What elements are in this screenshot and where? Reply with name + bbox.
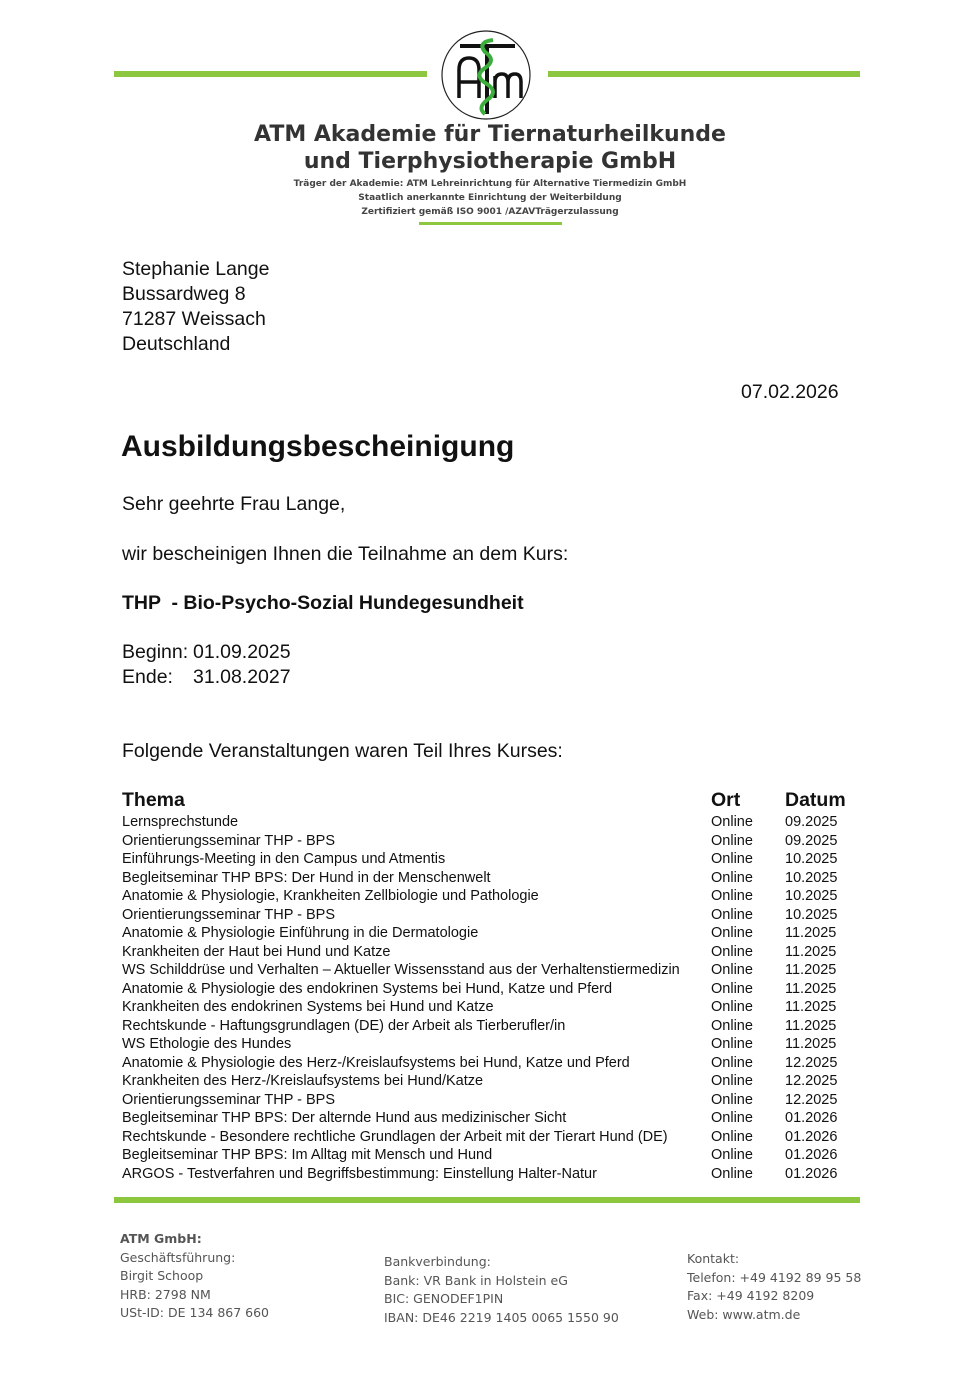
event-date: 12.2025 <box>785 1091 838 1108</box>
event-date: 10.2025 <box>785 851 838 867</box>
footer-bank-name: Bank: VR Bank in Holstein eG <box>384 1272 568 1288</box>
event-location: Online <box>711 906 753 923</box>
header-underline <box>419 222 562 225</box>
event-location: Online <box>711 1147 753 1163</box>
event-date: 11.2025 <box>785 999 837 1015</box>
event-date: 12.2025 <box>785 1073 838 1089</box>
event-topic: Anatomie & Physiologie Einführung in die Dermatologie <box>122 925 479 941</box>
event-topic: ARGOS - Testverfahren und Begriffsbestimmung: Einstellung Halter-Natur <box>122 1165 597 1182</box>
event-topic: Begleitseminar THP BPS: Der alternde Hund aus medizinischer Sicht <box>122 1110 567 1126</box>
event-location: Online <box>711 1091 753 1108</box>
recipient-country: Deutschland <box>122 333 231 355</box>
event-topic: Krankheiten des endokrinen Systems bei Hund und Katze <box>122 999 494 1015</box>
event-topic: Krankheiten des Herz-/Kreislaufsystems bei Hund/Katze <box>122 1073 484 1089</box>
event-location: Online <box>711 1165 753 1182</box>
events-intro: Folgende Veranstaltungen waren Teil Ihres Kurses: <box>122 740 563 762</box>
recipient-address <box>122 257 269 357</box>
academy-recognition: Staatlich anerkannte Einrichtung der Weiterbildung <box>358 193 622 203</box>
event-location: Online <box>711 869 753 886</box>
event-location: Online <box>711 962 753 978</box>
event-location: Online <box>711 888 753 904</box>
event-topic: Krankheiten der Haut bei Hund und Katze <box>122 943 391 960</box>
academy-name-line1: ATM Akademie für Tiernaturheilkunde <box>254 122 726 147</box>
footer-vat-id: USt-ID: DE 134 867 660 <box>120 1305 270 1320</box>
intro-text: wir bescheinigen Ihnen die Teilnahme an dem Kurs: <box>122 543 569 565</box>
academy-name-line2: und Tierphysiotherapie GmbH <box>303 149 677 174</box>
academy-certification: Zertifiziert gemäß ISO 9001 /AZAVTrägerzulassung <box>361 207 619 217</box>
event-location: Online <box>711 999 753 1015</box>
footer-phone: Telefon: +49 4192 89 95 58 <box>687 1269 862 1285</box>
footer-management-label: Geschäftsführung: <box>120 1249 236 1265</box>
event-location: Online <box>711 1128 753 1145</box>
event-date: 10.2025 <box>785 906 838 923</box>
footer-web: Web: www.atm.de <box>687 1306 801 1322</box>
event-date: 12.2025 <box>785 1054 838 1071</box>
event-location: Online <box>711 925 753 941</box>
event-topic: Lernsprechstunde <box>122 814 239 830</box>
footer-manager: Birgit Schoop <box>120 1268 204 1283</box>
end-label: Ende: <box>122 666 173 688</box>
event-location: Online <box>711 1054 753 1071</box>
column-header-topic: Thema <box>122 789 185 811</box>
atm-logo <box>441 30 531 120</box>
event-topic: WS Ethologie des Hundes <box>122 1036 292 1052</box>
event-date: 10.2025 <box>785 888 838 904</box>
column-header-date: Datum <box>785 789 846 811</box>
letter-date: 07.02.2026 <box>741 381 839 403</box>
footer-bank <box>384 1253 619 1327</box>
event-location: Online <box>711 851 753 867</box>
event-topic: Anatomie & Physiologie des endokrinen Systems bei Hund, Katze und Pferd <box>122 980 613 997</box>
event-date: 11.2025 <box>785 925 837 941</box>
document-title: Ausbildungsbescheinigung <box>121 430 515 463</box>
salutation: Sehr geehrte Frau Lange, <box>122 493 346 515</box>
event-location: Online <box>711 1017 753 1034</box>
event-date: 11.2025 <box>785 1036 837 1052</box>
footer-green-bar <box>114 1197 860 1203</box>
event-topic: Anatomie & Physiologie, Krankheiten Zellbiologie und Pathologie <box>122 888 539 904</box>
event-location: Online <box>711 980 753 997</box>
recipient-city: 71287 Weissach <box>122 308 266 330</box>
footer-iban: IBAN: DE46 2219 1405 0065 1550 90 <box>384 1309 619 1325</box>
event-date: 01.2026 <box>785 1165 838 1182</box>
event-location: Online <box>711 814 753 830</box>
footer-hrb: HRB: 2798 NM <box>120 1286 211 1302</box>
footer-contact <box>687 1250 861 1324</box>
event-date: 01.2026 <box>785 1128 838 1145</box>
recipient-street: Bussardweg 8 <box>122 283 246 305</box>
column-header-location: Ort <box>711 789 741 811</box>
recipient-name: Stephanie Lange <box>122 258 270 280</box>
event-topic: Orientierungsseminar THP - BPS <box>122 832 336 849</box>
event-topic: Begleitseminar THP BPS: Im Alltag mit Mensch und Hund <box>122 1147 493 1163</box>
event-topic: Einführungs-Meeting in den Campus und Atmentis <box>122 851 446 867</box>
begin-date: 01.09.2025 <box>193 641 291 663</box>
footer-company-name: ATM GmbH: <box>120 1231 202 1246</box>
event-date: 09.2025 <box>785 814 838 830</box>
footer-company <box>120 1230 269 1323</box>
event-location: Online <box>711 832 753 849</box>
event-date: 11.2025 <box>785 962 837 978</box>
event-date: 11.2025 <box>785 980 837 997</box>
event-date: 01.2026 <box>785 1110 838 1126</box>
event-topic: WS Schilddrüse und Verhalten – Aktueller Wissensstand aus der Verhaltenstiermedizin <box>122 962 680 978</box>
event-location: Online <box>711 1036 753 1052</box>
event-topic: Rechtskunde - Besondere rechtliche Grundlagen der Arbeit mit der Tierart Hund (DE) <box>122 1128 668 1145</box>
end-date: 31.08.2027 <box>193 666 291 688</box>
footer-bic: BIC: GENODEF1PIN <box>384 1291 504 1306</box>
academy-sponsor: Träger der Akademie: ATM Lehreinrichtung für Alternative Tiermedizin GmbH <box>293 179 687 189</box>
event-date: 10.2025 <box>785 869 838 886</box>
footer-bank-label: Bankverbindung: <box>384 1254 491 1269</box>
event-location: Online <box>711 1110 753 1126</box>
begin-label: Beginn: <box>122 641 189 663</box>
event-topic: Anatomie & Physiologie des Herz-/Kreislaufsystems bei Hund, Katze und Pferd <box>122 1054 630 1071</box>
event-topic: Orientierungsseminar THP - BPS <box>122 906 336 923</box>
course-name: THP - Bio-Psycho-Sozial Hundegesundheit <box>122 592 524 614</box>
header-green-bar-right <box>548 71 860 77</box>
event-location: Online <box>711 943 753 960</box>
footer-fax: Fax: +49 4192 8209 <box>687 1288 815 1303</box>
event-date: 09.2025 <box>785 832 838 849</box>
event-topic: Orientierungsseminar THP - BPS <box>122 1091 336 1108</box>
event-date: 11.2025 <box>785 1017 837 1034</box>
event-topic: Rechtskunde - Haftungsgrundlagen (DE) der Arbeit als Tierberufler/in <box>122 1017 566 1034</box>
event-topic: Begleitseminar THP BPS: Der Hund in der Menschenwelt <box>122 869 491 886</box>
header-green-bar-left <box>114 71 427 77</box>
event-date: 01.2026 <box>785 1147 838 1163</box>
footer-contact-label: Kontakt: <box>687 1251 740 1266</box>
event-date: 11.2025 <box>785 943 837 960</box>
event-location: Online <box>711 1073 753 1089</box>
